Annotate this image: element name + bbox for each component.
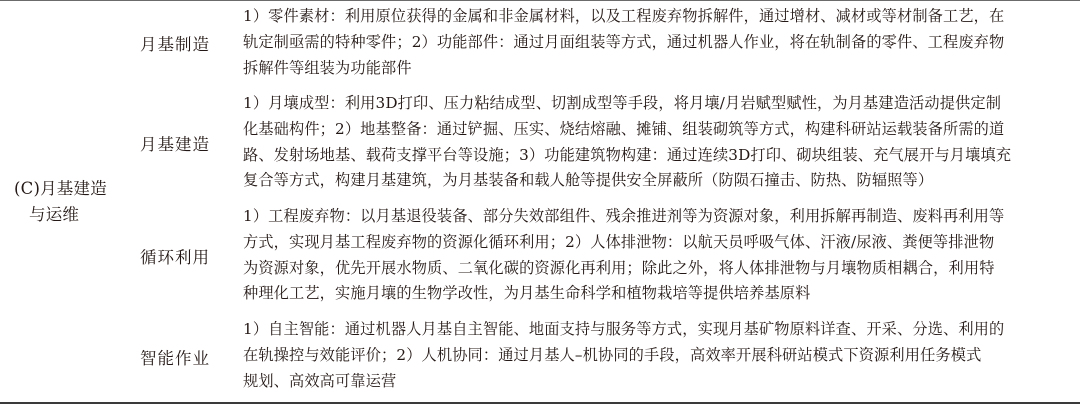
desc-line: 路、发射场地基、载荷支撑平台等设施；3）功能建筑物构建：通过连续3D打印、砌块组装、充气展开与月壤填充 bbox=[243, 145, 1012, 164]
row-desc-construction bbox=[243, 91, 1073, 194]
desc-line: 在轨操控与效能评价；2）人机协同：通过月基人–机协同的手段，高效率开展科研站模式下资源利用任务模式 bbox=[243, 345, 982, 364]
category-line-2: 与运维 bbox=[29, 205, 80, 224]
row-name-intelligent-ops: 智能作业 bbox=[140, 349, 210, 368]
top-rule bbox=[0, 0, 1080, 1]
category-cell bbox=[14, 176, 124, 228]
row-name-recycling: 循环利用 bbox=[140, 248, 210, 267]
category-line-1: (C)月基建造 bbox=[14, 179, 107, 198]
desc-line: 复合等方式，构建月基建筑，为月基装备和载人舱等提供安全屏蔽所（防陨石撞击、防热、防辐照等） bbox=[243, 171, 934, 190]
row-name-construction: 月基建造 bbox=[140, 135, 210, 154]
row-desc-manufacturing bbox=[243, 4, 1073, 81]
desc-line: 化基础构件；2）地基整备：通过铲掘、压实、烧结熔融、摊铺、组装砌筑等方式，构建科研站运载装备所需的道 bbox=[243, 119, 1005, 138]
desc-line: 拆解件等组装为功能部件 bbox=[243, 58, 412, 77]
desc-line: 轨定制亟需的特种零件；2）功能部件：通过月面组装等方式，通过机器人作业，将在轨制备的零件、工程废弃物 bbox=[243, 32, 1005, 51]
desc-line: 种理化工艺，实施月壤的生物学改性，为月基生命科学和植物栽培等提供培养基原料 bbox=[243, 284, 811, 303]
desc-line: 方式，实现月基工程废弃物的资源化循环利用；2）人体排泄物：以航天员呼吸气体、汗液/尿液、粪便等排泄物 bbox=[243, 232, 995, 251]
row-name-manufacturing: 月基制造 bbox=[140, 35, 210, 54]
desc-line: 为资源对象，优先开展水物质、二氧化碳的资源化再利用；除此之外，将人体排泄物与月壤物质相耦合，利用特 bbox=[243, 258, 995, 277]
desc-line: 1）月壤成型：利用3D打印、压力粘结成型、切割成型等手段，将月壤/月岩赋型赋性，为月基建造活动提供定制 bbox=[243, 94, 1002, 112]
desc-line: 1）工程废弃物：以月基退役装备、部分失效部组件、残余推进剂等为资源对象，利用拆解再制造、废料再利用等 bbox=[243, 207, 1005, 225]
desc-line: 规划、高效高可靠运营 bbox=[243, 371, 397, 390]
desc-line: 1）自主智能：通过机器人月基自主智能、地面支持与服务等方式，实现月基矿物原料详查、开采、分选、利用的 bbox=[243, 320, 1005, 338]
bottom-rule bbox=[0, 402, 1080, 404]
desc-line: 1）零件素材：利用原位获得的金属和非金属材料，以及工程废弃物拆解件，通过增材、减材或等材制备工艺，在 bbox=[243, 7, 1005, 25]
row-desc-intelligent-ops bbox=[243, 317, 1073, 394]
row-desc-recycling bbox=[243, 204, 1073, 307]
